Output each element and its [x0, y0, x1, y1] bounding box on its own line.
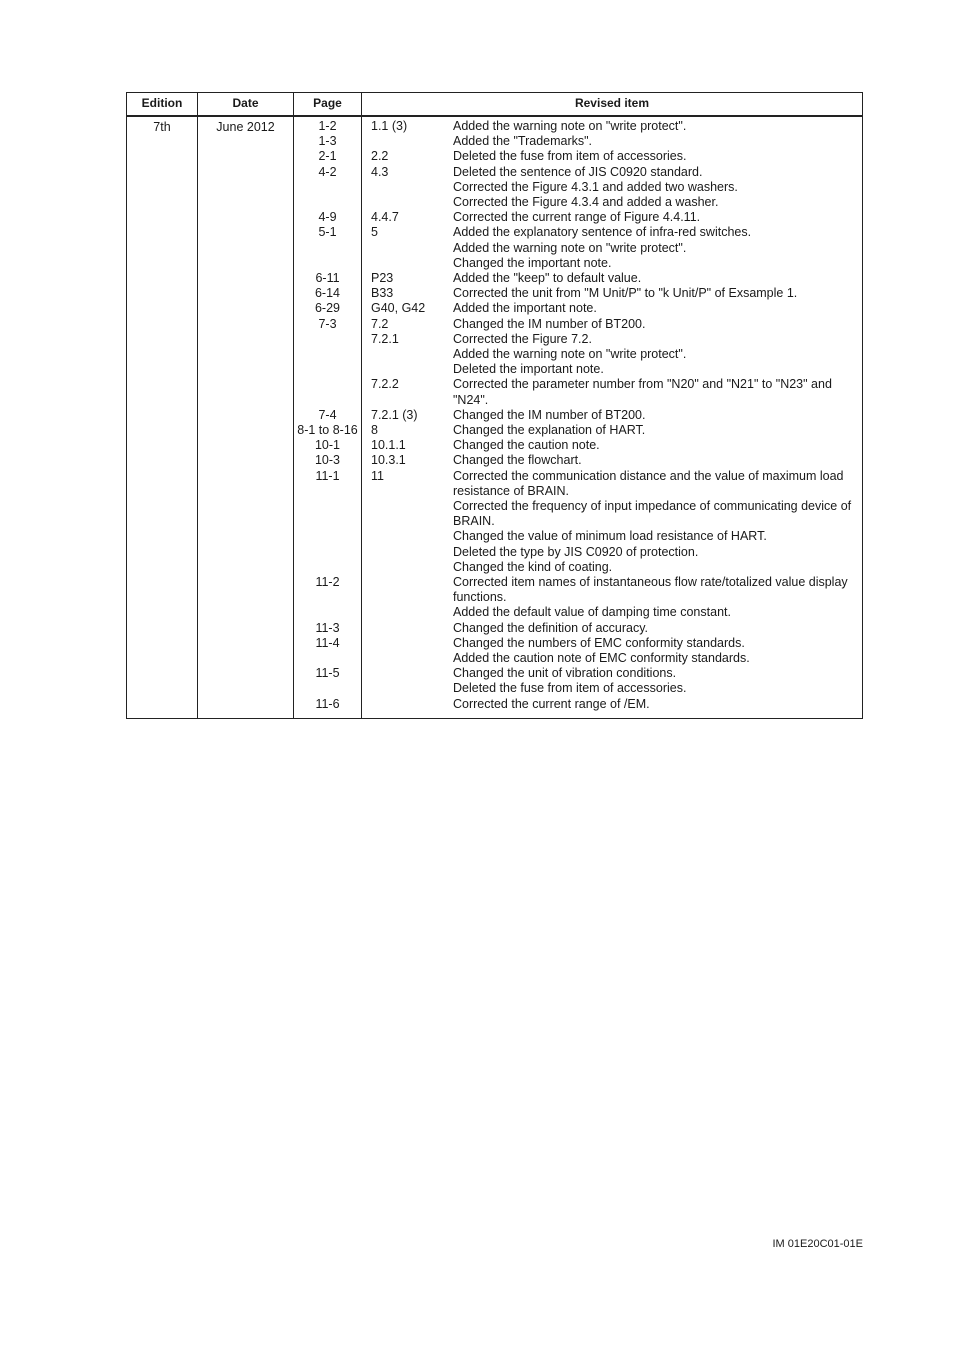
row-description: Changed the IM number of BT200. — [453, 407, 646, 422]
row-description: Corrected the frequency of input impedance of communicating device of BRAIN. — [453, 499, 852, 529]
row-description: Changed the IM number of BT200. — [453, 316, 646, 331]
row-description: Changed the value of minimum load resistance of HART. — [453, 529, 767, 544]
row-page: 4-2 — [318, 164, 337, 179]
row-description: Corrected the Figure 4.3.1 and added two washers. — [453, 179, 738, 194]
row-description: Deleted the important note. — [453, 362, 604, 377]
row-section: P23 — [371, 271, 394, 285]
document-id: IM 01E20C01-01E — [772, 1238, 863, 1250]
row-page: 11-5 — [315, 666, 340, 681]
column-divider — [361, 93, 362, 718]
row-description: Corrected the Figure 7.2. — [453, 331, 592, 346]
row-description: Deleted the sentence of JIS C0920 standard. — [453, 164, 703, 179]
header-page: Page — [313, 96, 342, 110]
row-page: 7-4 — [318, 407, 337, 422]
row-description: Added the warning note on "write protect". — [453, 240, 687, 255]
row-description: Corrected the parameter number from "N20" and "N21" to "N23" and "N24". — [453, 377, 832, 407]
row-page: 2-1 — [318, 149, 337, 164]
row-page: 10-1 — [314, 438, 341, 453]
row-section: 4.3 — [371, 164, 389, 179]
row-description: Added the warning note on "write protect". — [453, 347, 687, 361]
row-description: Changed the definition of accuracy. — [453, 620, 649, 635]
row-description: Added the "keep" to default value. — [453, 271, 642, 285]
header-date: Date — [232, 96, 259, 110]
row-page: 11-3 — [315, 620, 340, 635]
edition-value: 7th — [153, 120, 171, 134]
row-description: Changed the flowchart. — [453, 453, 582, 468]
row-description: Changed the explanation of HART. — [453, 423, 646, 437]
revision-table — [126, 92, 863, 719]
row-section: 4.4.7 — [371, 210, 399, 225]
row-section: G40, G42 — [371, 301, 426, 316]
column-divider — [197, 93, 198, 718]
row-section: 10.3.1 — [371, 453, 406, 468]
row-description: Corrected the Figure 4.3.4 and added a washer. — [453, 195, 719, 209]
row-section: 7.2.1 — [371, 331, 399, 346]
row-description: Deleted the fuse from item of accessories. — [453, 149, 687, 164]
row-description: Added the "Trademarks". — [453, 134, 593, 149]
row-page: 5-1 — [318, 225, 337, 240]
row-page: 6-14 — [314, 286, 341, 301]
row-description: Changed the kind of coating. — [453, 559, 613, 574]
row-description: Corrected the communication distance and the value of maximum load resistance of BRAIN. — [453, 468, 844, 498]
header-edition: Edition — [141, 96, 183, 110]
row-description: Corrected item names of instantaneous flow rate/totalized value display functions. — [453, 575, 848, 605]
row-page: 11-2 — [315, 575, 340, 589]
row-description: Changed the numbers of EMC conformity standards. — [453, 635, 745, 650]
row-section: 5 — [371, 225, 378, 240]
date-value: June 2012 — [216, 120, 275, 134]
row-description: Deleted the fuse from item of accessories. — [453, 681, 687, 696]
row-page: 1-3 — [318, 134, 337, 149]
header-revised-item: Revised item — [574, 96, 650, 110]
row-section: 8 — [371, 423, 378, 437]
row-page: 10-3 — [314, 453, 341, 468]
row-page: 11-6 — [315, 696, 340, 711]
row-description: Changed the caution note. — [453, 438, 600, 453]
row-description: Added the warning note on "write protect". — [453, 119, 687, 133]
row-description: Corrected the current range of /EM. — [453, 696, 650, 711]
row-page: 1-2 — [318, 119, 337, 133]
row-page: 6-11 — [315, 271, 340, 285]
row-description: Corrected the unit from "M Unit/P" to "k Unit/P" of Exsample 1. — [453, 286, 798, 301]
row-section: 11 — [371, 468, 384, 483]
row-section: 2.2 — [371, 149, 389, 164]
row-section: 1.1 (3) — [371, 119, 408, 133]
row-description: Added the caution note of EMC conformity standards. — [453, 651, 750, 665]
header-rule — [127, 115, 862, 117]
row-section: 7.2.2 — [371, 377, 399, 392]
row-page: 4-9 — [318, 210, 337, 225]
row-description: Added the important note. — [453, 301, 597, 316]
row-section: 7.2 — [371, 316, 389, 331]
row-description: Added the explanatory sentence of infra-red switches. — [453, 225, 752, 240]
row-section: 7.2.1 (3) — [371, 407, 418, 422]
row-page: 6-29 — [314, 301, 341, 316]
row-description: Corrected the current range of Figure 4.4.11. — [453, 210, 701, 225]
row-description: Deleted the type by JIS C0920 of protection. — [453, 544, 699, 559]
row-description: Added the default value of damping time constant. — [453, 605, 731, 620]
row-page: 8-1 to 8-16 — [297, 423, 358, 437]
row-section: 10.1.1 — [371, 438, 406, 453]
row-description: Changed the unit of vibration conditions. — [453, 666, 677, 681]
row-page: 11-4 — [315, 635, 340, 650]
row-page: 7-3 — [318, 316, 337, 331]
row-section: B33 — [371, 286, 394, 301]
row-page: 11-1 — [315, 468, 340, 483]
row-description: Changed the important note. — [453, 255, 612, 270]
